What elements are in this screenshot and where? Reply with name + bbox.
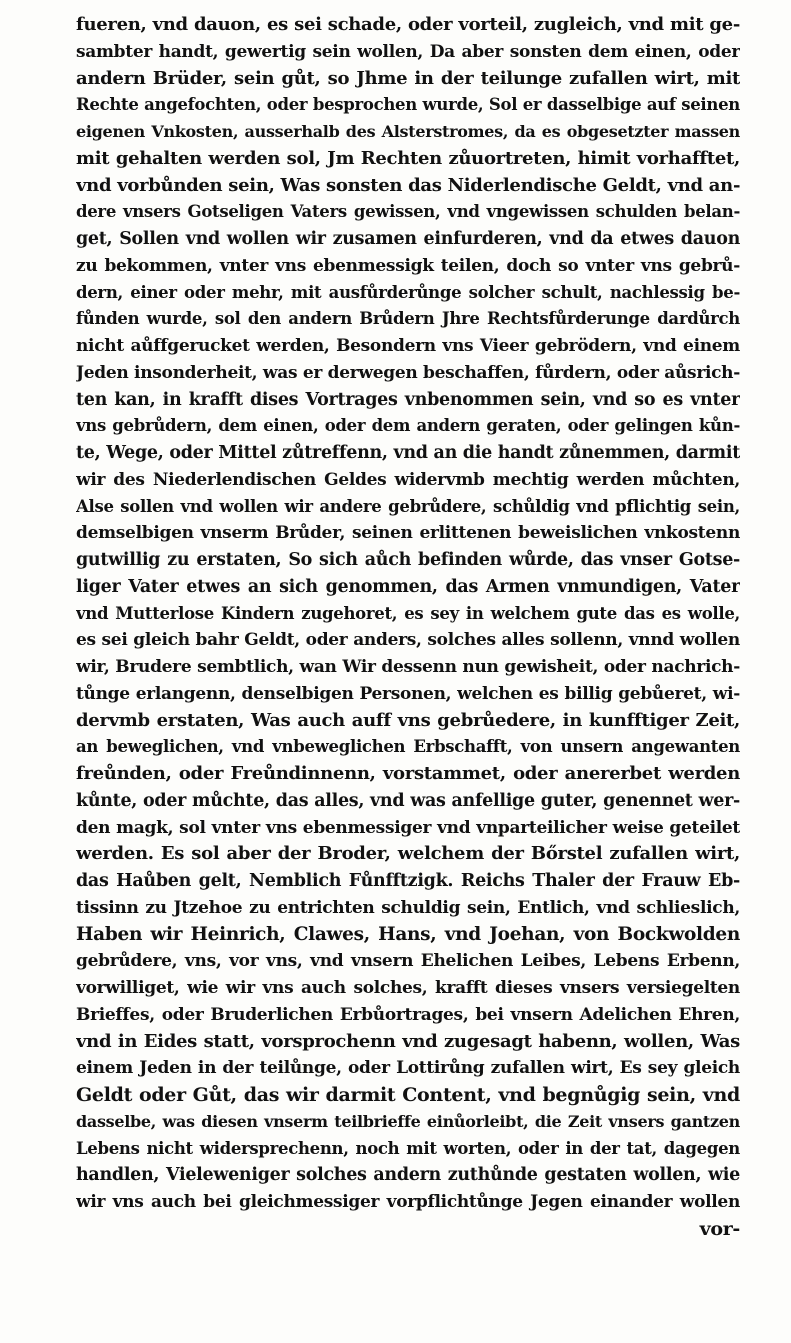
text-line-2: sambter handt, gewertig sein wollen, Da aber sonsten dem einen, oder [76,41,740,62]
text-line-35: Haben wir Heinrich, Clawes, Hans, vnd Joehan, von Bockwolden [76,923,740,945]
text-line-11: dern, einer oder mehr, mit ausfůrderůnge solcher schult, nachlessig be- [76,282,740,302]
text-line-1: fueren, vnd dauon, es sei schade, oder vorteil, zugleich, vnd mit ge- [76,14,740,35]
text-line-6: mit gehalten werden sol, Jm Rechten zůuortreten, himit vorhafftet, [76,147,740,169]
text-line-40: einem Jeden in der teilůnge, oder Lottirůng zufallen wirt, Es sey gleich [76,1058,740,1079]
text-line-37: vorwilliget, wie wir vns auch solches, krafft dieses vnsers versiegelten [76,978,740,998]
text-line-20: demselbigen vnserm Brůder, seinen erlittenen beweislichen vnkostenn [76,523,740,544]
text-line-27: dervmb erstaten, Was auch auff vns gebrůedere, in kunfftiger Zeit, [76,709,740,731]
text-line-45: wir vns auch bei gleichmessiger vorpflichtůnge Jegen einander wollen [76,1192,740,1212]
text-line-21: gutwillig zu erstaten, So sich aůch befinden wůrde, das vnser Gotse- [76,550,740,570]
catchword: vor- [699,1217,740,1240]
text-line-4: Rechte angefochten, oder besprochen wurde, Sol er dasselbige auf seinen [76,95,740,115]
text-line-41: Geldt oder Gůt, das wir darmit Content, vnd begnůgig sein, vnd [76,1084,740,1106]
text-line-7: vnd vorbůnden sein, Was sonsten das Niderlendische Geldt, vnd an- [76,174,740,196]
text-line-31: den magk, sol vnter vns ebenmessiger vnd vnparteilicher weise geteilet [76,817,740,838]
text-line-36: gebrůdere, vns, vor vns, vnd vnsern Ehelichen Leibes, Lebens Erbenn, [76,951,740,972]
text-line-15: ten kan, in krafft dises Vortrages vnbenommen sein, vnd so es vnter [76,389,740,410]
text-line-8: dere vnsers Gotseligen Vaters gewissen, vnd vngewissen schulden belan- [76,202,740,222]
text-line-25: wir, Brudere sembtlich, wan Wir dessenn nun gewisheit, oder nachrich- [76,657,740,677]
text-line-5: eigenen Vnkosten, ausserhalb des Alsterstromes, da es obgesetzter massen [76,122,740,141]
text-line-3: andern Brüder, sein gůt, so Jhme in der teilunge zufallen wirt, mit [76,67,740,89]
text-line-33: das Haůben gelt, Nemblich Fůnfftzigk. Reichs Thaler der Frauw Eb- [76,871,740,891]
text-line-18: wir des Niederlendischen Geldes widervmb mechtig werden můchten, [76,469,740,490]
text-line-24: es sei gleich bahr Geldt, oder anders, solches alles sollenn, vnnd wollen [76,630,740,651]
text-line-23: vnd Mutterlose Kindern zugehoret, es sey in welchem gute das es wolle, [76,603,740,623]
text-line-32: werden. Es sol aber der Broder, welchem der Bőrstel zufallen wirt, [76,843,740,865]
text-line-39: vnd in Eides statt, vorsprochenn vnd zugesagt habenn, wollen, Was [76,1030,740,1052]
text-line-34: tissinn zu Jtzehoe zu entrichten schuldig sein, Entlich, vnd schlieslich, [76,897,740,918]
text-line-28: an beweglichen, vnd vnbeweglichen Erbschafft, von unsern angewanten [76,737,740,757]
body-text [76,12,740,1243]
text-line-26: tůnge erlangenn, denselbigen Personen, welchen es billig gebůeret, wi- [76,683,740,704]
text-line-42: dasselbe, was diesen vnserm teilbrieffe einůorleibt, die Zeit vnsers gantzen [76,1111,740,1131]
text-line-43: Lebens nicht widersprechenn, noch mit worten, oder in der tat, dagegen [76,1138,740,1158]
text-line-12: fůnden wurde, sol den andern Brůdern Jhre Rechtsfůrderunge dardůrch [76,309,740,329]
text-line-44: handlen, Vieleweniger solches andern zuthůnde gestaten wollen, wie [76,1165,740,1186]
text-line-22: liger Vater etwes an sich genommen, das Armen vnmundigen, Vater [76,576,740,597]
text-line-14: Jeden insonderheit, was er derwegen beschaffen, fůrdern, oder aůsrich- [76,362,740,383]
text-line-17: te, Wege, oder Mittel zůtreffenn, vnd an die handt zůnemmen, darmit [76,443,740,463]
text-line-19: Alse sollen vnd wollen wir andere gebrůdere, schůldig vnd pflichtig sein, [76,496,740,516]
text-line-9: get, Sollen vnd wollen wir zusamen einfurderen, vnd da etwes dauon [76,229,740,249]
text-line-38: Brieffes, oder Bruderlichen Erbůortrages, bei vnsern Adelichen Ehren, [76,1004,740,1025]
text-line-30: kůnte, oder můchte, das alles, vnd was anfellige guter, genennet wer- [76,790,740,811]
text-line-29: freůnden, oder Freůndinnenn, vorstammet, oder anererbet werden [76,763,740,784]
text-line-16: vns gebrůdern, dem einen, oder dem andern geraten, oder gelingen kůn- [76,416,740,436]
text-line-10: zu bekommen, vnter vns ebenmessigk teilen, doch so vnter vns gebrů- [76,255,740,276]
text-line-13: nicht aůffgerucket werden, Besondern vns Vieer gebrödern, vnd einem [76,336,740,356]
